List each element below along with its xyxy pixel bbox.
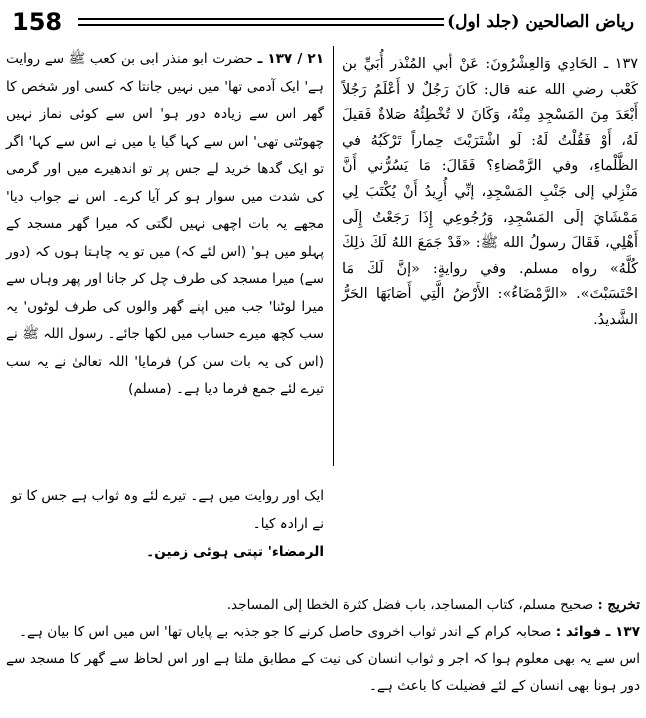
footnotes-section <box>6 592 640 700</box>
header-rule <box>78 18 444 26</box>
urdu-translation-column <box>6 46 324 404</box>
faiday-label: ١٣٧ ـ فوائد : <box>555 624 640 640</box>
urdu-ramdaa-definition: الرمضاء' تپتی ہوئی زمین۔ <box>146 544 324 560</box>
takhreej-line <box>6 592 640 619</box>
book-title: رياض الصالحين (جلد اول) <box>447 12 634 32</box>
urdu-additional-notes <box>6 482 324 566</box>
faiday-text-2: اس سے یہ بھی معلوم ہوا کہ اجر و ثواب انسان کی نیت کے مطابق ملتا ہے اور اس لحاظ سے گھر کا مسجد سے دور ہونا بھی انسان کے لئے فضیلت کا باعث ہے۔ <box>6 651 640 694</box>
urdu-other-narration: ایک اور روایت میں ہے۔ تیرے لئے وہ ثواب ہے جس کا تو نے ارادہ کیا۔ <box>11 488 324 532</box>
arabic-hadith-text: ١٣٧ ـ الحَادِي وَالعِشْرُونَ: عَنْ أبي المُنْذر أُبَيِّ بن كَعْب رضي الله عنه قال: كَانَ رَجُلٌ لا أَعْلَمُ رَجُلاً أَبْعَدَ مِنَ المَسْجِدِ مِنْهُ، وَكَانَ لا تُخْطِئُهُ صَلاةٌ فَقيلَ لَهُ، أَوْ فَقُلْتُ لَهُ: لَو اشْتَرَيْتَ حِماراً تَرْكَبُهُ في الظَّلْماءِ، وفي الرَّمْضاءِ؟ فَقَالَ: مَا يَسُرُّني أَنَّ مَنْزِلي إلى جَنْبِ المَسْجِدِ، إنِّي أُرِيدُ أَنْ يُكْتَبَ لِي مَمْشَايَ إلَى المَسْجِدِ، وَرُجُوعِي إِذَا رَجَعْتُ إِلَى أَهْلِي، فَقَالَ رسولُ الله ﷺ: «قَدْ جَمَعَ اللهُ لَكَ ذلِكَ كُلَّهُ» رواه مسلم. وفي روايةٍ: «إنَّ لَكَ مَا احْتَسَبْتَ». «الرَّمْضَاءُ»: الأَرْضُ الَّتِي أَصَابَهَا الحَرُّ الشَّديدُ. <box>342 56 638 328</box>
takhreej-label: تخريج : <box>597 597 640 613</box>
faiday-line <box>6 619 640 646</box>
page-number: 158 <box>12 8 63 36</box>
urdu-translation-text <box>6 46 324 404</box>
page-header <box>6 6 640 38</box>
column-divider <box>333 46 334 466</box>
hadith-number: ٢١ / ١٣٧ ـ <box>257 51 324 67</box>
arabic-hadith-column <box>342 52 638 334</box>
takhreej-text: صحيح مسلم، كتاب المساجد، باب فضل كثرة الخطا إلى المساجد. <box>226 597 594 613</box>
faiday-text-1: صحابہ کرام کے اندر ثواب اخروی حاصل کرنے کا جو جذبہ بے پایاں تھا' اس میں اس کا بیان ہے۔ <box>19 624 552 640</box>
urdu-main-text: حضرت ابو منذر ابی بن کعب ﷺ سے روایت ہے' ایک آدمی تھا' میں نہیں جانتا کہ کسی اور شخص کا گھر اس سے زیادہ دور ہو' اس سے کوئی نماز نہیں چھوٹتی تھی' اس سے کہا گیا یا میں نے اس سے کہا' اگر تو ایک گدھا خرید لے جس پر تو اندھیرے میں اور گرمی کی شدت میں سوار ہو کر آیا کرے۔ اس نے جواب دیا' مجھے یہ بات اچھی نہیں لگتی کہ میرا گھر مسجد کے پہلو میں ہو' (اس لئے کہ) میں تو یہ چاہتا ہوں کہ (دور سے) میرا مسجد کی طرف چل کر جانا اور پھر وہاں سے میرا لوٹنا' جب میں اپنے گھر والوں کی طرف لوٹوں' یہ سب کچھ میرے حساب میں لکھا جائے۔ رسول اللہ ﷺ نے (اس کی یہ بات سن کر) فرمایا' اللہ تعالیٰ نے یہ سب تیرے لئے جمع فرما دیا ہے۔ (مسلم) <box>6 51 324 397</box>
